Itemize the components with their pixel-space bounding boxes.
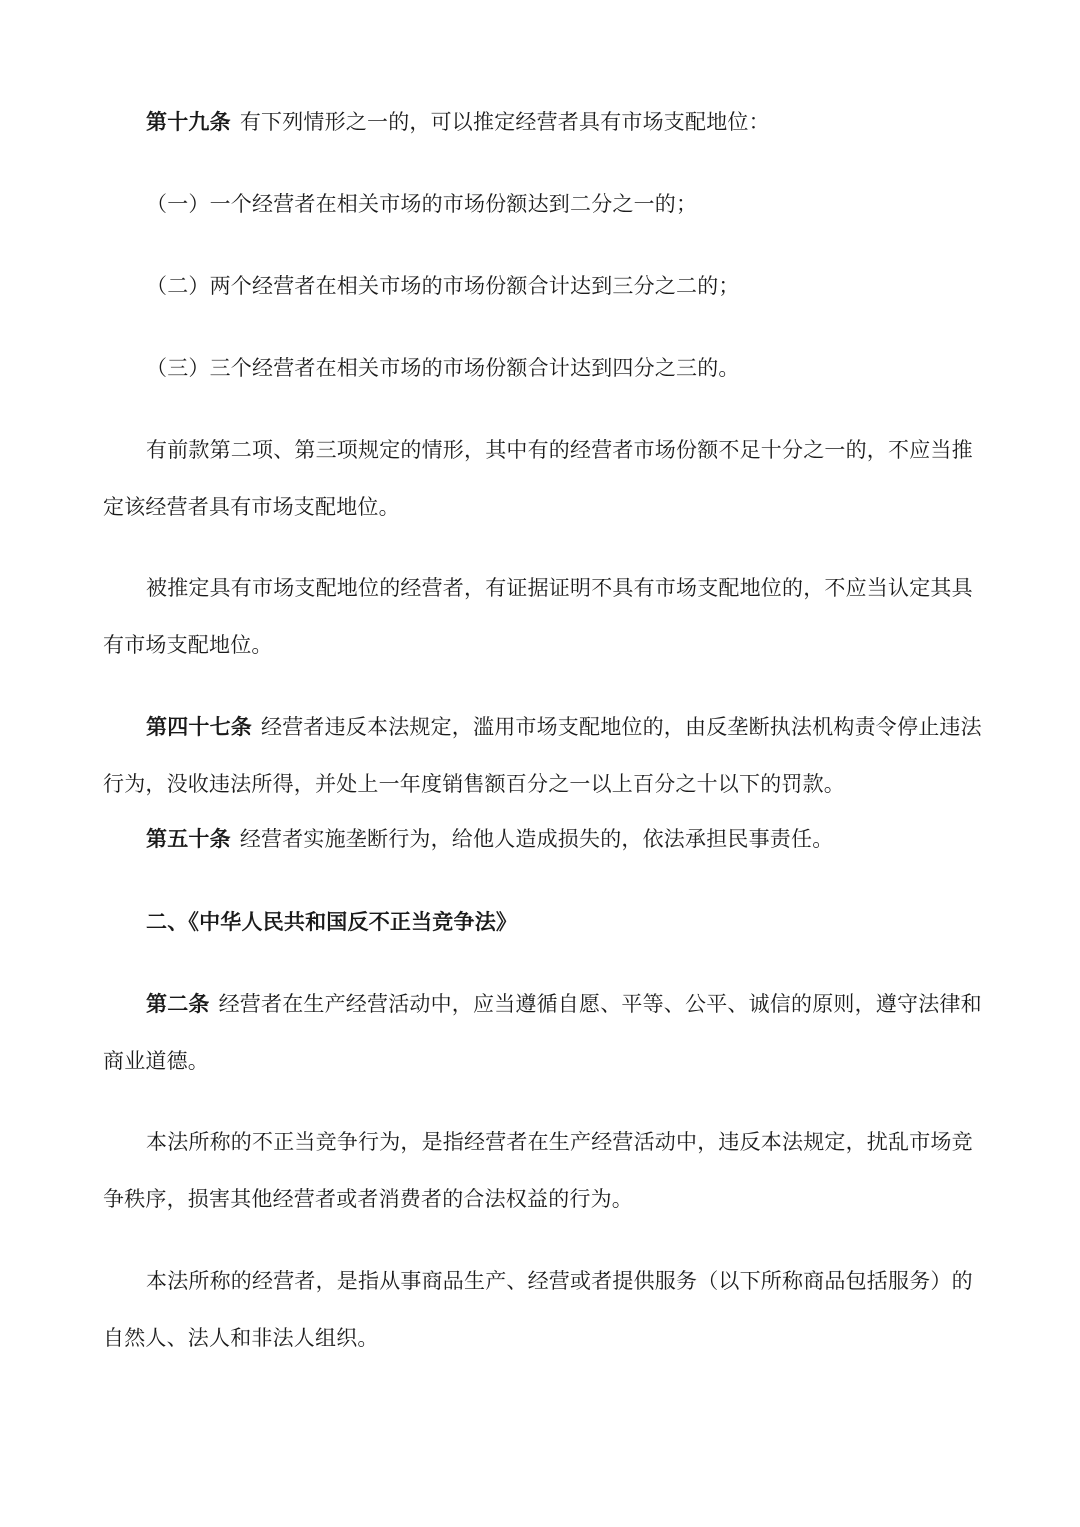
article-19-heading: 第十九条 (146, 110, 231, 134)
article-50-heading: 第五十条 (146, 827, 231, 851)
article-19-paragraph (103, 94, 983, 151)
article-19-paragraph-2: 有前款第二项、第三项规定的情形，其中有的经营者市场份额不足十分之一的，不应当推定该经营者具有市场支配地位。 (103, 438, 973, 519)
section-2-title: 二、《中华人民共和国反不正当竞争法》 (146, 910, 518, 934)
article-50-paragraph (103, 811, 983, 868)
article-19-paragraph-3: 被推定具有市场支配地位的经营者，有证据证明不具有市场支配地位的，不应当认定其具有市场支配地位。 (103, 576, 973, 657)
article-50-text: 经营者实施垄断行为，给他人造成损失的，依法承担民事责任。 (239, 827, 834, 851)
article-47-heading: 第四十七条 (146, 715, 252, 739)
article-2-text: 经营者在生产经营活动中，应当遵循自愿、平等、公平、诚信的原则，遵守法律和商业道德。 (103, 992, 982, 1073)
article-19-item-3: （三）三个经营者在相关市场的市场份额合计达到四分之三的。 (146, 356, 740, 380)
article-2-paragraph (103, 976, 983, 1090)
article-19-item-1: （一）一个经营者在相关市场的市场份额达到二分之一的； (146, 192, 698, 216)
article-47-text: 经营者违反本法规定，滥用市场支配地位的，由反垄断执法机构责令停止违法行为，没收违法所得，并处上一年度销售额百分之一以上百分之十以下的罚款。 (103, 715, 982, 796)
article-19-text: 有下列情形之一的，可以推定经营者具有市场支配地位： (239, 110, 770, 134)
article-2-paragraph-2: 本法所称的不正当竞争行为，是指经营者在生产经营活动中，违反本法规定，扰乱市场竞争秩序，损害其他经营者或者消费者的合法权益的行为。 (103, 1130, 973, 1211)
article-19-item-2: （二）两个经营者在相关市场的市场份额合计达到三分之二的； (146, 274, 740, 298)
article-2-paragraph-3: 本法所称的经营者，是指从事商品生产、经营或者提供服务（以下所称商品包括服务）的自然人、法人和非法人组织。 (103, 1269, 973, 1350)
article-47-paragraph (103, 699, 983, 813)
article-2-heading: 第二条 (146, 992, 210, 1016)
